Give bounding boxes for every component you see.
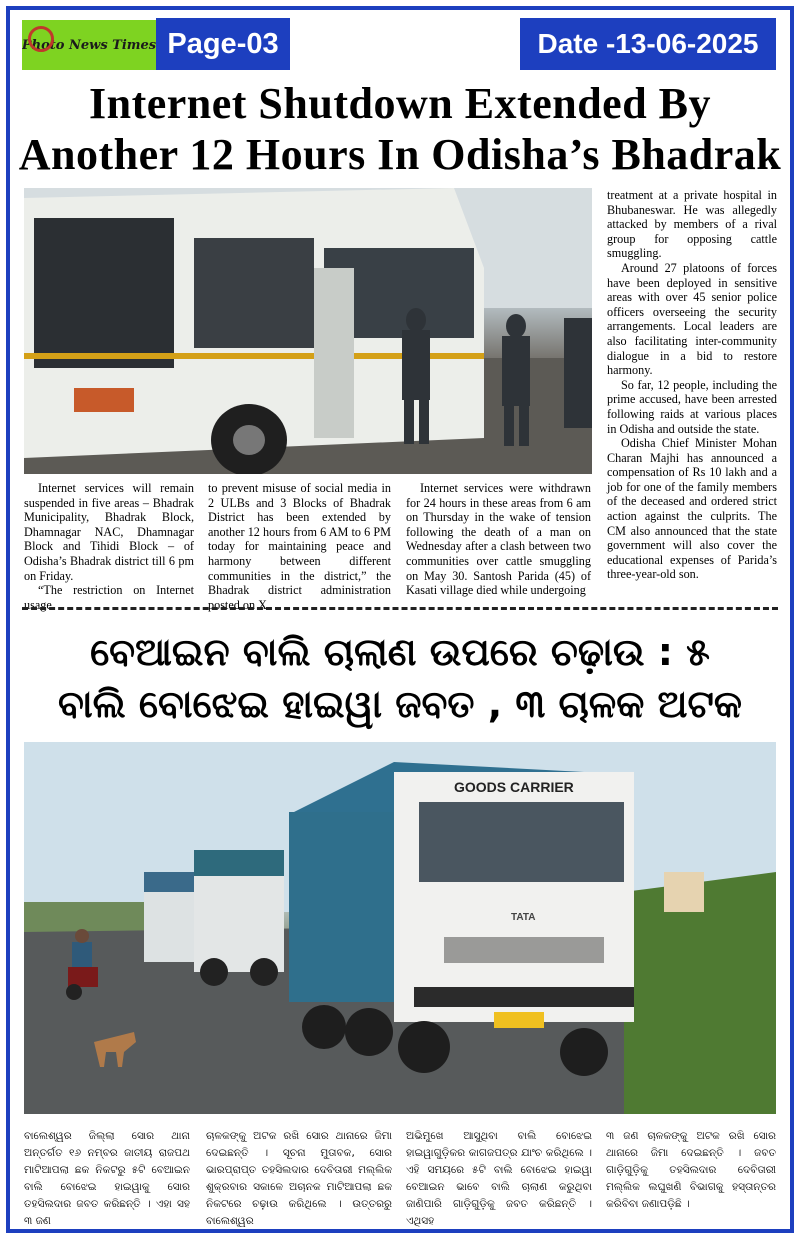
trucks-highway-photo-icon	[24, 742, 776, 1114]
story1-paragraph: So far, 12 people, including the prime accused, have been arrested following raids at various places in Odisha and outside the state.	[607, 377, 777, 436]
story1-column-4	[607, 188, 777, 582]
logo-text: Photo News Times	[22, 37, 156, 53]
story2-photo	[24, 742, 776, 1114]
story2-column-3: ଅଭିମୁଖେ ଆସୁଥିବା ବାଲି ବୋଝେଇ ହାଇୱାଗୁଡ଼ିକର କାଗଜପତ୍ର ଯାଂଚ କରିଥିଲେ । ଏହି ସମୟରେ ୫ଟି ବାଲି ବୋଝେଇ ହାଇୱା ବେଆଇନ ଭାବେ ବାଲି ଚାଲାଣ କରୁଥିବା ଜାଣିପାରି ଗାଡ଼ିଗୁଡ଼ିକୁ ଜବତ କରିଛନ୍ତି । ଏଥିସହ	[406, 1130, 592, 1227]
story2-column-4: ୩ ଜଣ ଚାଳକଙ୍କୁ ଅଟକ ରଖି ସୋର ଥାନାରେ ଜିମା ଦେଇଛନ୍ତି । ଜବତ ଗାଡ଼ିଗୁଡ଼ିକୁ ତହସିଲଦାର ଦେବିତାରୀ ମଲ୍ଲିକ ଲଘୁଖଣି ବିଭାଗକୁ ହସ୍ତାନ୍ତର କରିବିବା ଜଣାପଡ଼ିଛି ।	[606, 1130, 776, 1210]
story1-paragraph: Odisha Chief Minister Mohan Charan Majhi has announced a compensation of Rs 10 lakh and a job for one of the family members of the deceased and ordered strict action against the culprits. The CM also announced that the state government will also cover the educational expenses of Parida’s three-year-old son.	[607, 436, 777, 582]
masthead-logo	[22, 20, 156, 70]
story1-column-3	[406, 481, 591, 598]
story2-headline	[14, 626, 786, 730]
camera-logo-icon	[28, 26, 54, 52]
story1-column-2	[208, 481, 391, 612]
story1-paragraph: to prevent misuse of social media in 2 ULBs and 3 Blocks of Bhadrak District has been extended by another 12 hours from 6 AM to 6 PM today for maintaining peace and harmony between different communities in the district,” the Bhadrak district administration posted on X.	[208, 481, 391, 612]
section-divider	[22, 607, 778, 610]
story1-paragraph: Internet services will remain suspended in five areas – Bhadrak Municipality, Bhadrak Block, Dhamnagar NAC, Dhamnagar Block and Tihidi Block – of Odisha’s Bhadrak district till 6 pm on Friday.	[24, 481, 194, 583]
truck-brand: TATA	[511, 912, 536, 923]
story1-photo	[24, 188, 592, 474]
truck-sign: GOODS CARRIER	[454, 779, 574, 795]
story1-paragraph: Around 27 platoons of forces have been deployed in sensitive areas with over 45 senior police officers overseeing the security arrangements. Local leaders are also facilitating inter-community dialogue in a bid to restore harmony.	[607, 260, 777, 378]
story1-column-1	[24, 481, 194, 612]
story1-headline: Internet Shutdown Extended By Another 12 Hours In Odisha’s Bhadrak	[18, 79, 782, 179]
story1-paragraph: treatment at a private hospital in Bhubaneswar. He was allegedly attacked by members of a rival group for opposing cattle smuggling.	[607, 188, 777, 261]
date-badge: Date -13-06-2025	[520, 18, 776, 70]
story1-paragraph: Internet services were withdrawn for 24 hours in these areas from 6 am on Thursday in the wake of tension following the death of a man on Wednesday after a clash between two communities over cattle smuggling on May 30. Santosh Parida (45) of Kasati village died while undergoing	[406, 481, 591, 598]
story2-headline-line-1: ବେଆଇନ ବାଲି ଚାଲାଣ ଉପରେ ଚଢ଼ାଉ : ୫	[90, 630, 710, 674]
page-number-badge: Page-03	[156, 18, 290, 70]
story2-column-1: ବାଲେଶ୍ୱର ଜିଲ୍ଲା ସୋର ଥାନା ଅନ୍ତର୍ଗତ ୧୬ ନମ୍ବର ଜାତୀୟ ରାଜପଥ ମାଟିଆପଲା ଛକ ନିକଟରୁ ୫ଟି ବେଆଇନ ବାଲି ବୋଝେଇ ହାଇୱାକୁ ସୋର ତହସିଲଦାର ଜବତ କରିଛନ୍ତି । ଏହା ସହ ୩ ଜଣ	[24, 1130, 190, 1227]
story2-headline-line-2: ବାଲି ବୋଝେଇ ହାଇୱା ଜବତ , ୩ ଚାଳକ ଅଟକ	[58, 682, 742, 726]
story2-column-2: ଚାଳକଙ୍କୁ ଅଟକ ରଖି ସୋର ଥାନାରେ ଜିମା ଦେଇଛନ୍ତି । ସୂଚନା ମୁତାବକ, ସୋର ଭାରପ୍ରାପ୍ତ ତହସିଲଦାର ଦେବିତାରୀ ମଲ୍ଲିକ ଶୁକ୍ରବାର ସକାଳେ ଅଚାନକ ମାଟିଆପଲା ଛକ ନିକଟରେ ଚଢ଼ାଉ କରିଥିଲେ । ଉତ୍ତରରୁ ବାଲେଶ୍ୱର	[206, 1130, 392, 1227]
story1-paragraph: “The restriction on Internet usage	[24, 583, 194, 612]
bus-police-photo-icon	[24, 188, 592, 474]
